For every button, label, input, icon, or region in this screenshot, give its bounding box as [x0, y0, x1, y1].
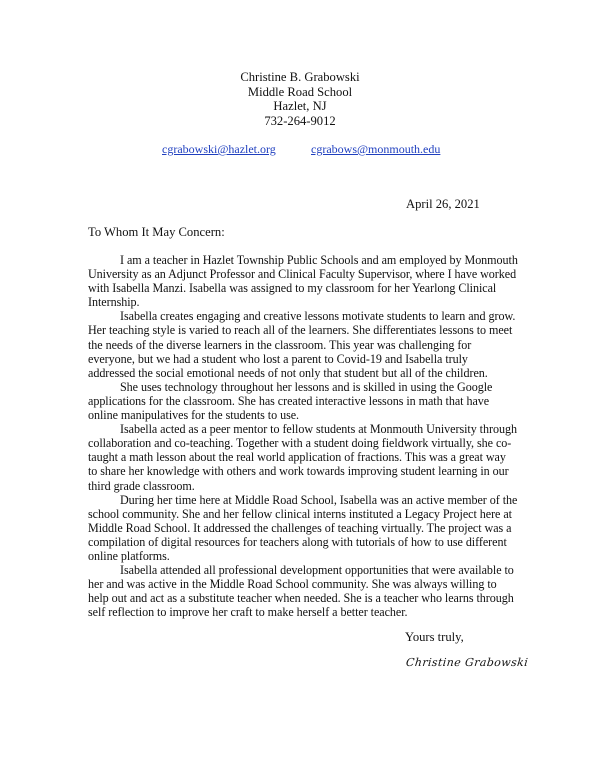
email-link-hazlet[interactable]: cgrabowski@hazlet.org — [162, 142, 276, 156]
email-link-monmouth[interactable]: cgrabows@monmouth.edu — [311, 142, 441, 156]
closing: Yours truly, — [405, 630, 464, 644]
salutation: To Whom It May Concern: — [88, 225, 225, 239]
sender-name: Christine B. Grabowski — [240, 70, 360, 84]
body-paragraph: During her time here at Middle Road School, Isabella was an active member of the school community. She and her fellow clinical interns instituted a Legacy Project here at Middle Road School. It addressed the challenges of teaching virtually. The project was a compilation of digital resources for teachers along with tutorials of how to use different online platforms. — [88, 492, 518, 563]
body-paragraph: Isabella acted as a peer mentor to fellow students at Monmouth University through collaboration and co-teaching. Together with a student doing fieldwork virtually, she co-taught a math lesson about the real world application of fractions. This was a great way to share her knowledge with others and work towards improving student learning in our third grade classroom. — [88, 422, 517, 493]
signature: Christine Grabowski — [405, 656, 529, 669]
letterhead — [0, 70, 600, 128]
letter-body — [88, 253, 518, 619]
letter-date: April 26, 2021 — [406, 197, 480, 211]
sender-city: Hazlet, NJ — [273, 99, 327, 113]
sender-phone: 732-264-9012 — [264, 113, 336, 128]
body-paragraph: Isabella creates engaging and creative lessons motivate students to learn and grow. Her teaching style is varied to reach all of the learners. She differentiates lessons to meet the needs of the diverse learners in the classroom. This year was challenging for everyone, but we had a student who lost a parent to Covid-19 and Isabella truly addressed the social emotional needs of not only that student but all of the children. — [88, 309, 516, 380]
sender-school: Middle Road School — [247, 84, 353, 99]
body-paragraph: Isabella attended all professional development opportunities that were available to her and was active in the Middle Road School community. She was always willing to help out and act as a substitute teacher when needed. She is a teacher who learns through self reflection to improve her craft to make herself a better teacher. — [88, 563, 514, 620]
body-paragraph: She uses technology throughout her lessons and is skilled in using the Google applications for the classroom. She has created interactive lessons in math that have online manipulatives for the students to use. — [88, 379, 493, 423]
body-paragraph: I am a teacher in Hazlet Township Public Schools and am employed by Monmouth University as an Adjunct Professor and Clinical Faculty Supervisor, where I have worked with Isabella Manzi. Isabella was assigned to my classroom for her Yearlong Clinical Internship. — [88, 253, 518, 310]
